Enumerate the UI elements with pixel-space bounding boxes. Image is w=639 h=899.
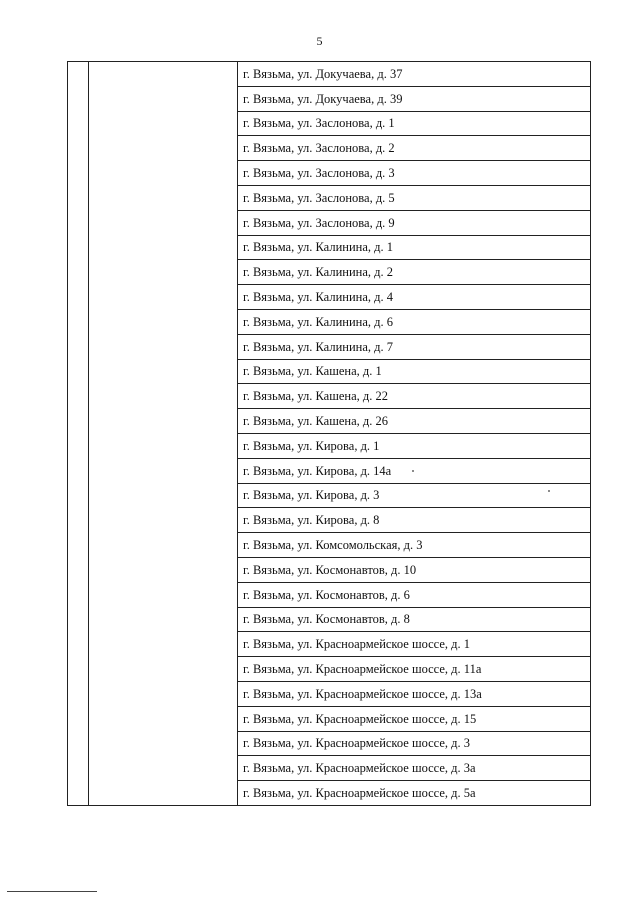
address-cell: г. Вязьма, ул. Красноармейское шоссе, д. 13а (238, 681, 591, 706)
address-cell: г. Вязьма, ул. Космонавтов, д. 8 (238, 607, 591, 632)
address-cell: г. Вязьма, ул. Красноармейское шоссе, д. 3а (238, 756, 591, 781)
address-cell: г. Вязьма, ул. Докучаева, д. 39 (238, 86, 591, 111)
table-row (68, 62, 591, 87)
address-cell: г. Вязьма, ул. Калинина, д. 6 (238, 309, 591, 334)
address-cell: г. Вязьма, ул. Заслонова, д. 3 (238, 161, 591, 186)
address-cell: г. Вязьма, ул. Красноармейское шоссе, д. 1 (238, 632, 591, 657)
address-cell: г. Вязьма, ул. Кирова, д. 14а (238, 458, 591, 483)
scan-speck (548, 490, 550, 492)
address-cell: г. Вязьма, ул. Кирова, д. 1 (238, 433, 591, 458)
address-table-body (68, 62, 591, 806)
address-cell: г. Вязьма, ул. Калинина, д. 1 (238, 235, 591, 260)
address-cell: г. Вязьма, ул. Кирова, д. 3 (238, 483, 591, 508)
address-cell: г. Вязьма, ул. Заслонова, д. 2 (238, 136, 591, 161)
address-cell: г. Вязьма, ул. Красноармейское шоссе, д. 11а (238, 657, 591, 682)
footnote-rule (7, 891, 97, 892)
address-cell: г. Вязьма, ул. Красноармейское шоссе, д. 3 (238, 731, 591, 756)
address-cell: г. Вязьма, ул. Красноармейское шоссе, д. 5а (238, 781, 591, 806)
address-cell: г. Вязьма, ул. Заслонова, д. 9 (238, 210, 591, 235)
address-cell: г. Вязьма, ул. Космонавтов, д. 10 (238, 557, 591, 582)
address-cell: г. Вязьма, ул. Кашена, д. 26 (238, 409, 591, 434)
address-cell: г. Вязьма, ул. Калинина, д. 2 (238, 260, 591, 285)
address-cell: г. Вязьма, ул. Красноармейское шоссе, д. 15 (238, 706, 591, 731)
address-table (67, 61, 591, 806)
address-cell: г. Вязьма, ул. Калинина, д. 4 (238, 285, 591, 310)
address-cell: г. Вязьма, ул. Калинина, д. 7 (238, 334, 591, 359)
address-cell: г. Вязьма, ул. Заслонова, д. 5 (238, 185, 591, 210)
scan-speck (412, 470, 414, 472)
category-cell (89, 62, 238, 806)
address-cell: г. Вязьма, ул. Заслонова, д. 1 (238, 111, 591, 136)
address-cell: г. Вязьма, ул. Комсомольская, д. 3 (238, 533, 591, 558)
address-cell: г. Вязьма, ул. Космонавтов, д. 6 (238, 582, 591, 607)
address-cell: г. Вязьма, ул. Докучаева, д. 37 (238, 62, 591, 87)
page-number: 5 (316, 34, 323, 48)
address-cell: г. Вязьма, ул. Кашена, д. 22 (238, 384, 591, 409)
address-cell: г. Вязьма, ул. Кашена, д. 1 (238, 359, 591, 384)
address-cell: г. Вязьма, ул. Кирова, д. 8 (238, 508, 591, 533)
number-cell (68, 62, 89, 806)
